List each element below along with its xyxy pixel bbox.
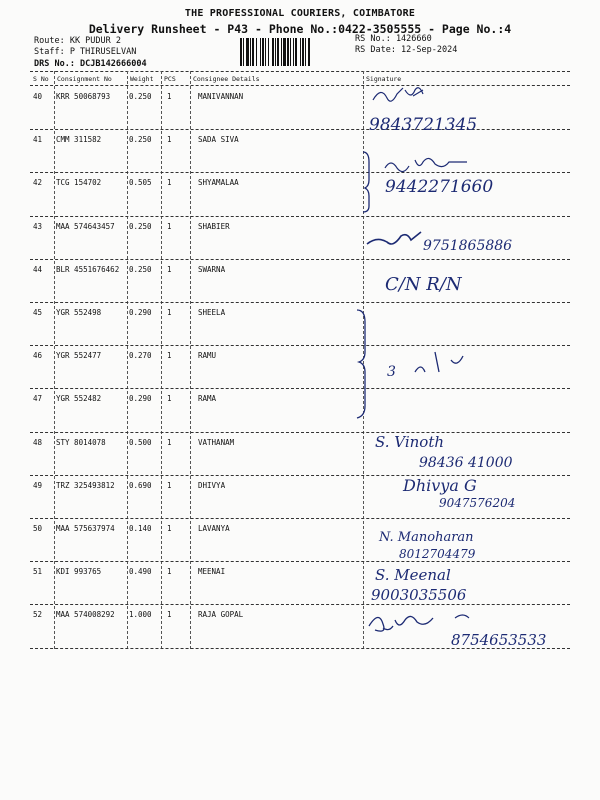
signature-phone-41-42: 9442271660 — [385, 177, 494, 197]
row-consignment-no: KRR 50068793 — [56, 92, 111, 101]
row-consignment-no: CMM 311582 — [56, 135, 102, 145]
signature-name-48: S. Vinoth — [375, 433, 445, 451]
row-weight: 0.140 — [129, 524, 152, 533]
row-consignment-no: TRZ 325493812 — [56, 480, 115, 490]
row-sno: 52 — [33, 610, 43, 620]
row-weight: 0.250 — [129, 264, 152, 274]
row-consignee: SWARNA — [198, 264, 226, 274]
signature-count-45-47: 3 — [387, 364, 396, 380]
row-pcs: 1 — [167, 480, 172, 490]
row-pcs: 1 — [167, 610, 172, 620]
signature-phone-49: 9047576204 — [439, 496, 516, 510]
row-sno: 45 — [33, 308, 43, 317]
row-consignee: RAMU — [198, 351, 217, 361]
route-label: Route: KK PUDUR 2 — [34, 36, 121, 46]
row-consignee: SHYAMALAA — [198, 178, 239, 188]
col-header-signature: Signature — [366, 75, 402, 83]
barcode-image — [240, 38, 352, 66]
rs-number: RS No.: 1426660 — [355, 34, 432, 44]
row-pcs: 1 — [167, 308, 172, 317]
row-pcs: 1 — [167, 524, 172, 533]
row-consignee: MANIVANNAN — [198, 92, 244, 101]
row-weight: 0.500 — [129, 437, 152, 447]
row-pcs: 1 — [167, 394, 172, 404]
row-consignment-no: MAA 574008292 — [56, 610, 115, 620]
signature-area — [355, 0, 585, 690]
row-consignee: RAJA GOPAL — [198, 610, 244, 620]
row-pcs: 1 — [167, 92, 172, 101]
row-weight: 0.505 — [129, 178, 152, 188]
signature-phone-48: 98436 41000 — [419, 455, 513, 471]
row-pcs: 1 — [167, 437, 172, 447]
row-consignment-no: MAA 574643457 — [56, 221, 115, 231]
row-consignee: SHEELA — [198, 308, 226, 317]
row-sno: 43 — [33, 221, 43, 231]
row-pcs: 1 — [167, 178, 172, 188]
row-sno: 49 — [33, 480, 43, 490]
row-sno: 46 — [33, 351, 43, 361]
runsheet-title: Delivery Runsheet - P43 - Phone No.:0422-3505555 - Page No.:4 — [88, 22, 512, 36]
row-sno: 42 — [33, 178, 43, 188]
col-header-pcs: PCS — [164, 75, 176, 83]
row-consignee: RAMA — [198, 394, 217, 404]
signature-phone-40: 9843721345 — [369, 115, 478, 135]
row-consignment-no: KDI 993765 — [56, 567, 102, 577]
col-header-weight: Weight — [130, 75, 154, 83]
row-sno: 51 — [33, 567, 43, 577]
col-header-consignment: Consignment No — [57, 75, 112, 83]
row-weight: 0.290 — [129, 308, 152, 317]
row-consignment-no: YGR 552482 — [56, 394, 102, 404]
row-sno: 50 — [33, 524, 43, 533]
row-weight: 0.290 — [129, 394, 152, 404]
row-sno: 44 — [33, 264, 43, 274]
signature-name-50: N. Manoharan — [379, 530, 474, 545]
signature-cn-44: C/N R/N — [385, 274, 462, 295]
row-weight: 0.690 — [129, 480, 152, 490]
col-header-sno: S No — [33, 75, 49, 83]
row-sno: 48 — [33, 437, 43, 447]
row-consignment-no: BLR 4551676462 — [56, 264, 120, 274]
staff-label: Staff: P THIRUSELVAN — [34, 47, 137, 57]
col-header-consignee: Consignee Details — [193, 75, 260, 83]
row-consignment-no: MAA 575637974 — [56, 524, 115, 533]
row-weight: 0.490 — [129, 567, 152, 577]
signature-name-51: S. Meenal — [375, 566, 451, 584]
row-consignee: LAVANYA — [198, 524, 230, 533]
signature-phone-50: 8012704479 — [399, 547, 476, 561]
signature-phone-52: 8754653533 — [451, 631, 547, 649]
row-consignee: SADA SIVA — [198, 135, 239, 145]
drs-number: DRS No.: DCJB142666004 — [34, 59, 147, 69]
row-pcs: 1 — [167, 351, 172, 361]
row-consignment-no: TCG 154702 — [56, 178, 102, 188]
row-consignee: DHIVYA — [198, 480, 226, 490]
row-consignee: VATHANAM — [198, 437, 235, 447]
row-weight: 0.250 — [129, 135, 152, 145]
row-consignee: MEENAI — [198, 567, 226, 577]
rs-date: RS Date: 12-Sep-2024 — [355, 45, 458, 55]
row-pcs: 1 — [167, 221, 172, 231]
row-weight: 0.250 — [129, 92, 152, 101]
row-consignment-no: YGR 552498 — [56, 308, 102, 317]
row-weight: 1.000 — [129, 610, 152, 620]
row-weight: 0.250 — [129, 221, 152, 231]
signature-phone-51: 9003035506 — [371, 586, 467, 604]
signature-phone-43: 9751865886 — [423, 238, 513, 254]
row-sno: 40 — [33, 92, 43, 101]
row-consignment-no: STY 8014078 — [56, 437, 106, 447]
row-sno: 41 — [33, 135, 43, 145]
row-pcs: 1 — [167, 135, 172, 145]
row-consignment-no: YGR 552477 — [56, 351, 102, 361]
row-consignee: SHABIER — [198, 221, 230, 231]
signature-name-49: Dhivya G — [403, 476, 477, 495]
company-title: THE PROFESSIONAL COURIERS, COIMBATORE — [184, 8, 416, 19]
row-pcs: 1 — [167, 567, 172, 577]
row-sno: 47 — [33, 394, 43, 404]
row-weight: 0.270 — [129, 351, 152, 361]
row-pcs: 1 — [167, 264, 172, 274]
